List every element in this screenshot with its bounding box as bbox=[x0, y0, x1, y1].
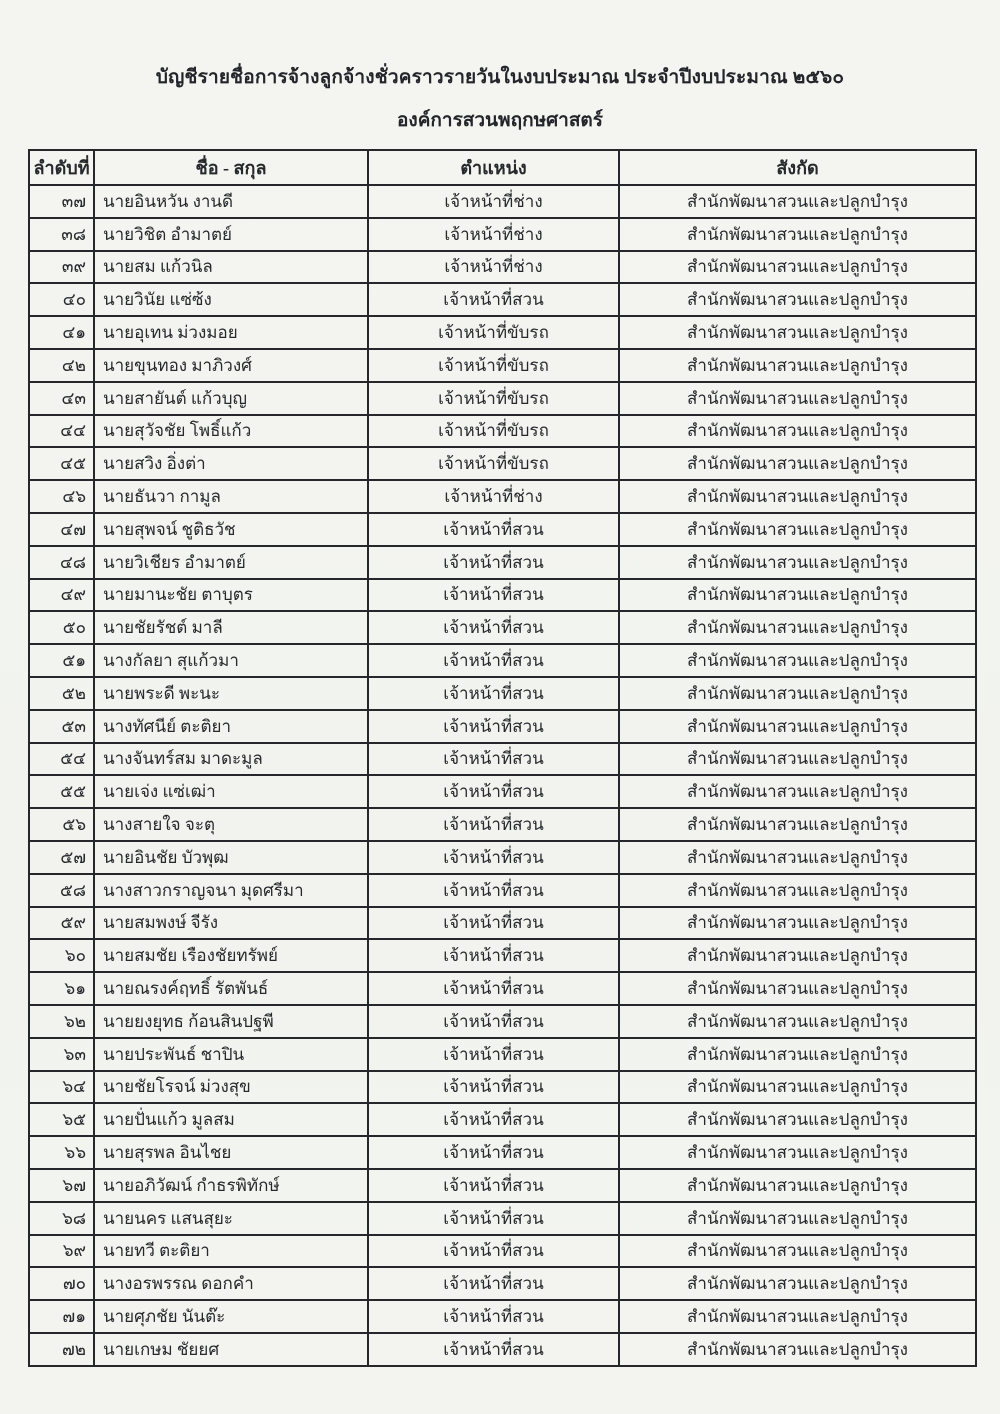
cell-position: เจ้าหน้าที่สวน bbox=[368, 1136, 619, 1169]
cell-affiliation: สำนักพัฒนาสวนและปลูกบำรุง bbox=[619, 874, 976, 907]
cell-name: นางทัศนีย์ ตะติยา bbox=[94, 710, 368, 743]
cell-name: นายวินัย แซ่ซ้ง bbox=[94, 283, 368, 316]
header-name: ชื่อ - สกุล bbox=[94, 150, 368, 185]
table-row bbox=[29, 316, 976, 349]
cell-affiliation: สำนักพัฒนาสวนและปลูกบำรุง bbox=[619, 382, 976, 415]
cell-no: ๕๓ bbox=[29, 710, 94, 743]
cell-position: เจ้าหน้าที่สวน bbox=[368, 644, 619, 677]
cell-name: นายประพันธ์ ชาปิน bbox=[94, 1038, 368, 1071]
cell-name: นายวิเชียร อำมาตย์ bbox=[94, 546, 368, 579]
cell-no: ๕๙ bbox=[29, 907, 94, 940]
cell-position: เจ้าหน้าที่สวน bbox=[368, 808, 619, 841]
cell-position: เจ้าหน้าที่สวน bbox=[368, 1038, 619, 1071]
cell-no: ๓๙ bbox=[29, 251, 94, 284]
table-row bbox=[29, 1300, 976, 1333]
cell-position: เจ้าหน้าที่สวน bbox=[368, 1103, 619, 1136]
cell-name: นายอภิวัฒน์ กำธรพิทักษ์ bbox=[94, 1169, 368, 1202]
cell-no: ๖๗ bbox=[29, 1169, 94, 1202]
cell-affiliation: สำนักพัฒนาสวนและปลูกบำรุง bbox=[619, 972, 976, 1005]
header-position: ตำแหน่ง bbox=[368, 150, 619, 185]
table-row bbox=[29, 1202, 976, 1235]
cell-name: นายทวี ตะติยา bbox=[94, 1235, 368, 1268]
cell-position: เจ้าหน้าที่สวน bbox=[368, 710, 619, 743]
table-body bbox=[29, 185, 976, 1366]
cell-no: ๔๓ bbox=[29, 382, 94, 415]
cell-no: ๔๔ bbox=[29, 415, 94, 448]
cell-affiliation: สำนักพัฒนาสวนและปลูกบำรุง bbox=[619, 775, 976, 808]
header-no: ลำดับที่ bbox=[29, 150, 94, 185]
table-row bbox=[29, 480, 976, 513]
cell-position: เจ้าหน้าที่สวน bbox=[368, 1300, 619, 1333]
table-row bbox=[29, 907, 976, 940]
table-row bbox=[29, 611, 976, 644]
cell-name: นายขุนทอง มาภิวงศ์ bbox=[94, 349, 368, 382]
cell-name: นายสุวัจชัย โพธิ์แก้ว bbox=[94, 415, 368, 448]
cell-name: นายพระดี พะนะ bbox=[94, 677, 368, 710]
cell-affiliation: สำนักพัฒนาสวนและปลูกบำรุง bbox=[619, 1038, 976, 1071]
cell-position: เจ้าหน้าที่ช่าง bbox=[368, 251, 619, 284]
cell-no: ๔๘ bbox=[29, 546, 94, 579]
cell-affiliation: สำนักพัฒนาสวนและปลูกบำรุง bbox=[619, 939, 976, 972]
table-row bbox=[29, 447, 976, 480]
cell-name: นายสวิง อิ่งต่า bbox=[94, 447, 368, 480]
cell-no: ๔๒ bbox=[29, 349, 94, 382]
cell-affiliation: สำนักพัฒนาสวนและปลูกบำรุง bbox=[619, 808, 976, 841]
cell-no: ๕๒ bbox=[29, 677, 94, 710]
cell-no: ๕๗ bbox=[29, 841, 94, 874]
table-row bbox=[29, 1267, 976, 1300]
cell-position: เจ้าหน้าที่สวน bbox=[368, 1235, 619, 1268]
cell-affiliation: สำนักพัฒนาสวนและปลูกบำรุง bbox=[619, 415, 976, 448]
cell-position: เจ้าหน้าที่สวน bbox=[368, 939, 619, 972]
cell-name: นายสุรพล อินไชย bbox=[94, 1136, 368, 1169]
cell-position: เจ้าหน้าที่สวน bbox=[368, 1169, 619, 1202]
table-row bbox=[29, 644, 976, 677]
cell-position: เจ้าหน้าที่ขับรถ bbox=[368, 415, 619, 448]
cell-no: ๖๖ bbox=[29, 1136, 94, 1169]
cell-no: ๔๖ bbox=[29, 480, 94, 513]
cell-position: เจ้าหน้าที่ขับรถ bbox=[368, 447, 619, 480]
table-row bbox=[29, 251, 976, 284]
cell-name: นายธันวา กามูล bbox=[94, 480, 368, 513]
cell-affiliation: สำนักพัฒนาสวนและปลูกบำรุง bbox=[619, 743, 976, 776]
table-row bbox=[29, 1071, 976, 1104]
cell-name: นายชัยโรจน์ ม่วงสุข bbox=[94, 1071, 368, 1104]
document-subtitle: องค์การสวนพฤกษศาสตร์ bbox=[397, 110, 603, 131]
cell-no: ๗๒ bbox=[29, 1333, 94, 1366]
cell-position: เจ้าหน้าที่สวน bbox=[368, 546, 619, 579]
document-title: บัญชีรายชื่อการจ้างลูกจ้างชั่วคราวรายวันในงบประมาณ ประจำปีงบประมาณ ๒๕๖๐ bbox=[155, 67, 845, 88]
cell-affiliation: สำนักพัฒนาสวนและปลูกบำรุง bbox=[619, 907, 976, 940]
cell-name: นายสมพงษ์ จีรัง bbox=[94, 907, 368, 940]
cell-position: เจ้าหน้าที่ขับรถ bbox=[368, 382, 619, 415]
table-row bbox=[29, 415, 976, 448]
cell-position: เจ้าหน้าที่สวน bbox=[368, 841, 619, 874]
cell-name: นางกัลยา สุแก้วมา bbox=[94, 644, 368, 677]
cell-affiliation: สำนักพัฒนาสวนและปลูกบำรุง bbox=[619, 1071, 976, 1104]
cell-affiliation: สำนักพัฒนาสวนและปลูกบำรุง bbox=[619, 1267, 976, 1300]
table-row bbox=[29, 349, 976, 382]
cell-position: เจ้าหน้าที่ช่าง bbox=[368, 480, 619, 513]
table-row bbox=[29, 283, 976, 316]
table-row bbox=[29, 743, 976, 776]
table-row bbox=[29, 218, 976, 251]
cell-affiliation: สำนักพัฒนาสวนและปลูกบำรุง bbox=[619, 1300, 976, 1333]
cell-affiliation: สำนักพัฒนาสวนและปลูกบำรุง bbox=[619, 1169, 976, 1202]
cell-affiliation: สำนักพัฒนาสวนและปลูกบำรุง bbox=[619, 710, 976, 743]
cell-no: ๔๑ bbox=[29, 316, 94, 349]
header-affiliation: สังกัด bbox=[619, 150, 976, 185]
cell-no: ๕๕ bbox=[29, 775, 94, 808]
cell-name: นายอินหวัน งานดี bbox=[94, 185, 368, 218]
cell-name: นายเกษม ชัยยศ bbox=[94, 1333, 368, 1366]
cell-position: เจ้าหน้าที่สวน bbox=[368, 972, 619, 1005]
table-row bbox=[29, 841, 976, 874]
cell-name: นายสม แก้วนิล bbox=[94, 251, 368, 284]
cell-affiliation: สำนักพัฒนาสวนและปลูกบำรุง bbox=[619, 644, 976, 677]
cell-name: นายอินชัย บัวพุฒ bbox=[94, 841, 368, 874]
cell-name: นายสุพจน์ ชูติธวัช bbox=[94, 513, 368, 546]
cell-no: ๔๐ bbox=[29, 283, 94, 316]
cell-position: เจ้าหน้าที่สวน bbox=[368, 513, 619, 546]
cell-affiliation: สำนักพัฒนาสวนและปลูกบำรุง bbox=[619, 1202, 976, 1235]
cell-no: ๗๑ bbox=[29, 1300, 94, 1333]
table-row bbox=[29, 874, 976, 907]
table-header bbox=[29, 150, 976, 185]
cell-affiliation: สำนักพัฒนาสวนและปลูกบำรุง bbox=[619, 1333, 976, 1366]
cell-affiliation: สำนักพัฒนาสวนและปลูกบำรุง bbox=[619, 611, 976, 644]
cell-no: ๕๖ bbox=[29, 808, 94, 841]
cell-position: เจ้าหน้าที่สวน bbox=[368, 1071, 619, 1104]
cell-no: ๓๗ bbox=[29, 185, 94, 218]
cell-position: เจ้าหน้าที่สวน bbox=[368, 907, 619, 940]
cell-no: ๖๔ bbox=[29, 1071, 94, 1104]
cell-name: นายชัยรัชต์ มาลี bbox=[94, 611, 368, 644]
cell-no: ๖๓ bbox=[29, 1038, 94, 1071]
cell-name: นายอุเทน ม่วงมอย bbox=[94, 316, 368, 349]
cell-no: ๔๗ bbox=[29, 513, 94, 546]
cell-name: นายเจ่ง แซ่เฒ่า bbox=[94, 775, 368, 808]
cell-no: ๖๑ bbox=[29, 972, 94, 1005]
cell-name: นายมานะชัย ตาบุตร bbox=[94, 579, 368, 612]
cell-position: เจ้าหน้าที่สวน bbox=[368, 1202, 619, 1235]
table-row bbox=[29, 579, 976, 612]
table-row bbox=[29, 546, 976, 579]
cell-no: ๖๘ bbox=[29, 1202, 94, 1235]
table-row bbox=[29, 775, 976, 808]
table-row bbox=[29, 1038, 976, 1071]
table-row bbox=[29, 972, 976, 1005]
cell-affiliation: สำนักพัฒนาสวนและปลูกบำรุง bbox=[619, 1136, 976, 1169]
table-row bbox=[29, 939, 976, 972]
table-row bbox=[29, 808, 976, 841]
cell-name: นายยงยุทธ ก้อนสินปฐพี bbox=[94, 1005, 368, 1038]
cell-position: เจ้าหน้าที่สวน bbox=[368, 1333, 619, 1366]
cell-affiliation: สำนักพัฒนาสวนและปลูกบำรุง bbox=[619, 283, 976, 316]
cell-affiliation: สำนักพัฒนาสวนและปลูกบำรุง bbox=[619, 1235, 976, 1268]
cell-name: นางอรพรรณ ดอกคำ bbox=[94, 1267, 368, 1300]
cell-name: นายสมชัย เรืองชัยทรัพย์ bbox=[94, 939, 368, 972]
cell-no: ๕๔ bbox=[29, 743, 94, 776]
cell-position: เจ้าหน้าที่สวน bbox=[368, 677, 619, 710]
cell-name: นายปั่นแก้ว มูลสม bbox=[94, 1103, 368, 1136]
cell-name: นายวิชิต อำมาตย์ bbox=[94, 218, 368, 251]
cell-affiliation: สำนักพัฒนาสวนและปลูกบำรุง bbox=[619, 579, 976, 612]
cell-name: นางจันทร์สม มาดะมูล bbox=[94, 743, 368, 776]
table-row bbox=[29, 1235, 976, 1268]
cell-affiliation: สำนักพัฒนาสวนและปลูกบำรุง bbox=[619, 841, 976, 874]
cell-position: เจ้าหน้าที่สวน bbox=[368, 743, 619, 776]
table-row bbox=[29, 710, 976, 743]
table-row bbox=[29, 1169, 976, 1202]
cell-affiliation: สำนักพัฒนาสวนและปลูกบำรุง bbox=[619, 480, 976, 513]
cell-position: เจ้าหน้าที่สวน bbox=[368, 1267, 619, 1300]
cell-affiliation: สำนักพัฒนาสวนและปลูกบำรุง bbox=[619, 349, 976, 382]
table-row bbox=[29, 1005, 976, 1038]
cell-affiliation: สำนักพัฒนาสวนและปลูกบำรุง bbox=[619, 513, 976, 546]
table-row bbox=[29, 382, 976, 415]
table-row bbox=[29, 1103, 976, 1136]
cell-position: เจ้าหน้าที่สวน bbox=[368, 775, 619, 808]
table-header-row bbox=[29, 150, 976, 185]
cell-no: ๔๙ bbox=[29, 579, 94, 612]
cell-affiliation: สำนักพัฒนาสวนและปลูกบำรุง bbox=[619, 546, 976, 579]
cell-no: ๖๕ bbox=[29, 1103, 94, 1136]
cell-no: ๖๐ bbox=[29, 939, 94, 972]
cell-position: เจ้าหน้าที่สวน bbox=[368, 611, 619, 644]
cell-no: ๕๘ bbox=[29, 874, 94, 907]
cell-position: เจ้าหน้าที่สวน bbox=[368, 1005, 619, 1038]
cell-no: ๕๑ bbox=[29, 644, 94, 677]
cell-affiliation: สำนักพัฒนาสวนและปลูกบำรุง bbox=[619, 1103, 976, 1136]
table-row bbox=[29, 677, 976, 710]
cell-affiliation: สำนักพัฒนาสวนและปลูกบำรุง bbox=[619, 1005, 976, 1038]
table-row bbox=[29, 1136, 976, 1169]
cell-affiliation: สำนักพัฒนาสวนและปลูกบำรุง bbox=[619, 677, 976, 710]
cell-position: เจ้าหน้าที่สวน bbox=[368, 283, 619, 316]
cell-name: นายนคร แสนสุยะ bbox=[94, 1202, 368, 1235]
table-row bbox=[29, 1333, 976, 1366]
cell-no: ๖๙ bbox=[29, 1235, 94, 1268]
cell-name: นายสายันต์ แก้วบุญ bbox=[94, 382, 368, 415]
cell-no: ๗๐ bbox=[29, 1267, 94, 1300]
employee-roster-table bbox=[28, 149, 977, 1367]
cell-no: ๖๒ bbox=[29, 1005, 94, 1038]
cell-position: เจ้าหน้าที่ช่าง bbox=[368, 218, 619, 251]
cell-affiliation: สำนักพัฒนาสวนและปลูกบำรุง bbox=[619, 251, 976, 284]
cell-no: ๓๘ bbox=[29, 218, 94, 251]
cell-position: เจ้าหน้าที่ขับรถ bbox=[368, 316, 619, 349]
cell-position: เจ้าหน้าที่สวน bbox=[368, 579, 619, 612]
cell-name: นางสายใจ จะตุ bbox=[94, 808, 368, 841]
cell-affiliation: สำนักพัฒนาสวนและปลูกบำรุง bbox=[619, 218, 976, 251]
cell-affiliation: สำนักพัฒนาสวนและปลูกบำรุง bbox=[619, 185, 976, 218]
cell-name: นายศุภชัย นันต๊ะ bbox=[94, 1300, 368, 1333]
cell-affiliation: สำนักพัฒนาสวนและปลูกบำรุง bbox=[619, 447, 976, 480]
cell-position: เจ้าหน้าที่ขับรถ bbox=[368, 349, 619, 382]
cell-name: นายณรงค์ฤทธิ์ รัตพันธ์ bbox=[94, 972, 368, 1005]
cell-position: เจ้าหน้าที่ช่าง bbox=[368, 185, 619, 218]
cell-position: เจ้าหน้าที่สวน bbox=[368, 874, 619, 907]
table-row bbox=[29, 513, 976, 546]
cell-no: ๔๕ bbox=[29, 447, 94, 480]
cell-no: ๕๐ bbox=[29, 611, 94, 644]
cell-affiliation: สำนักพัฒนาสวนและปลูกบำรุง bbox=[619, 316, 976, 349]
cell-name: นางสาวกราญจนา มุดศรีมา bbox=[94, 874, 368, 907]
table-row bbox=[29, 185, 976, 218]
